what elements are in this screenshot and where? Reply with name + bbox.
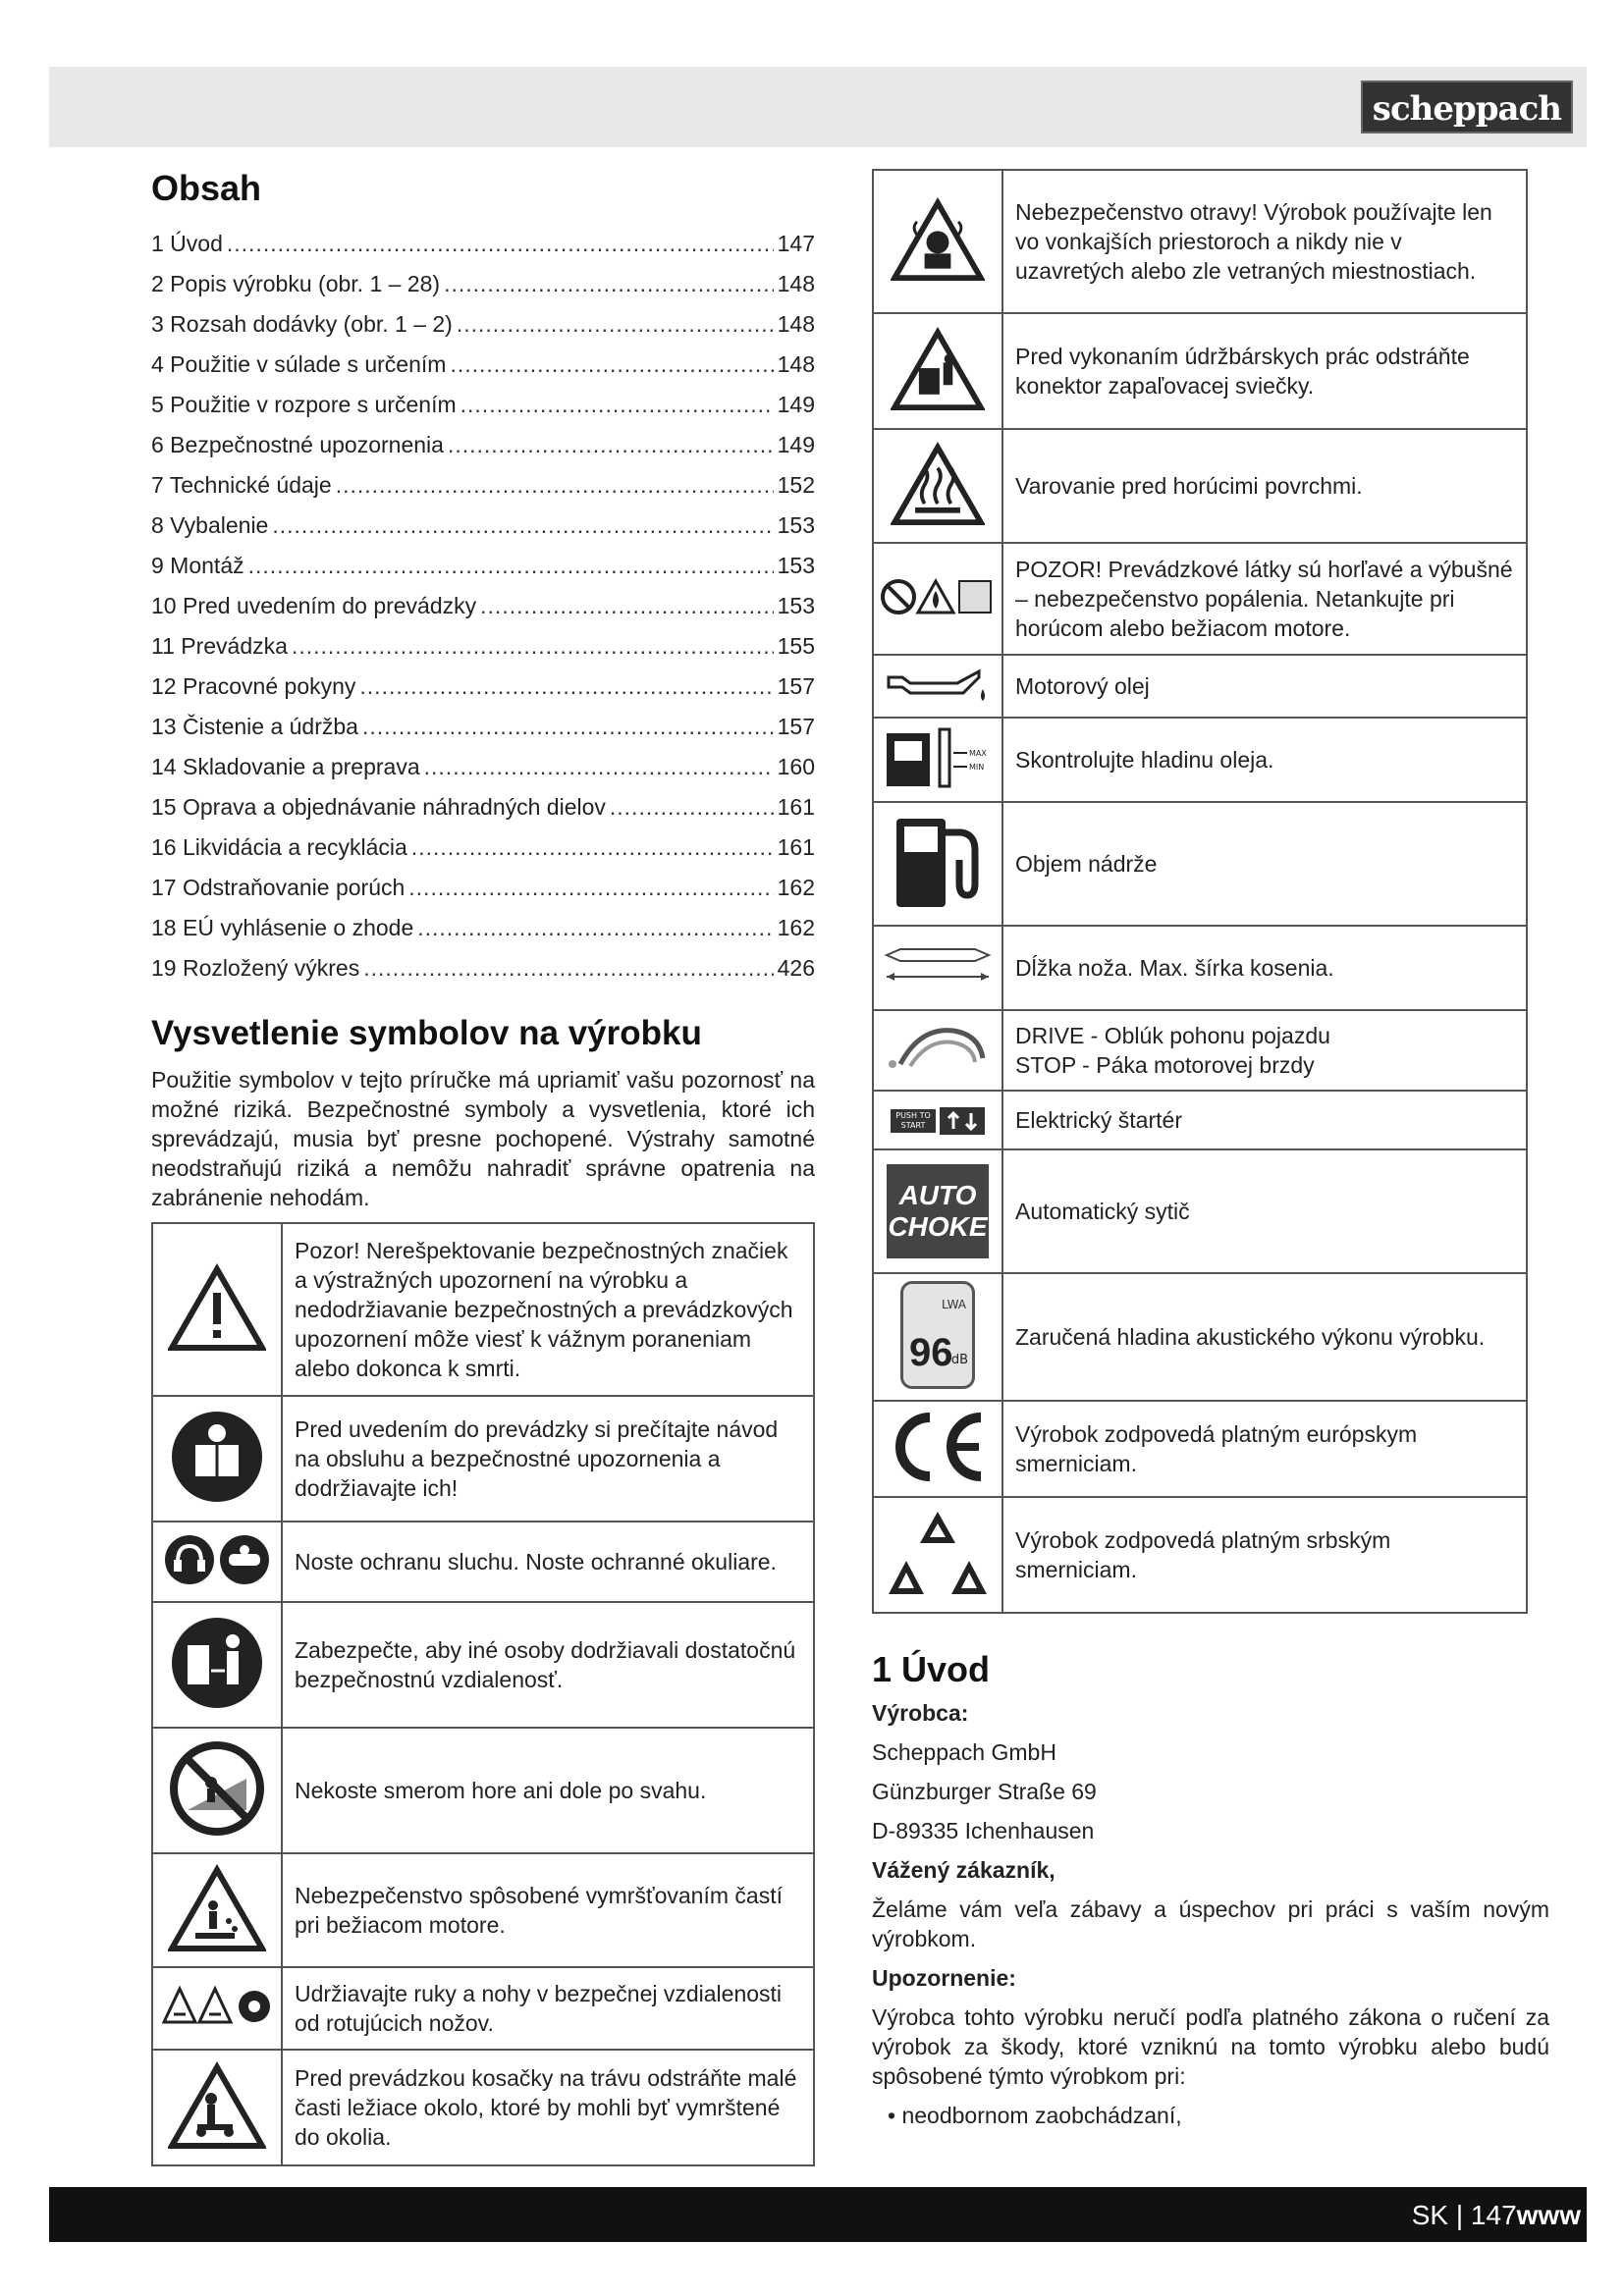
blade-length-icon: [881, 939, 995, 992]
symbol-row: PUSH TO START Elektrický štartér: [873, 1091, 1527, 1149]
symbol-row: Výrobok zodpovedá platným srbským smerniciam.: [873, 1497, 1527, 1613]
symbol-row: Noste ochranu sluchu. Noste ochranné okuliare.: [152, 1522, 814, 1602]
oil-level-icon: [881, 723, 995, 792]
footer-page-number: SK | 147www: [1411, 2200, 1581, 2230]
left-column: [151, 167, 815, 2166]
spark-plug-icon: [891, 327, 985, 411]
symbol-row: Nebezpečenstvo spôsobené vymršťovaním častí pri bežiacom motore.: [152, 1853, 814, 1967]
drive-stop-lever-icon: [881, 1021, 995, 1076]
symbols-title: Vysvetlenie symbolov na výrobku: [151, 1014, 702, 1052]
dear-customer-text: Želáme vám veľa zábavy a úspechov pri práci s vaším novým výrobkom.: [872, 1896, 1549, 1951]
toc-item[interactable]: 5 Použitie v rozpore s určením ..... 149: [151, 385, 815, 425]
toc-item[interactable]: 4 Použitie v súlade s určením ..... 148: [151, 345, 815, 385]
remove-objects-icon: [168, 2061, 266, 2150]
ce-mark-icon: [883, 1408, 993, 1486]
no-slope-mowing-icon: [168, 1739, 266, 1838]
rotating-blades-icon: [162, 1985, 272, 2028]
symbol-row: Pozor! Nerešpektovanie bezpečnostných značiek a výstražných upozornení na výrobku a nedodržiavanie bezpečnostných a prevádzkových upozornení môže viesť k vážnym poraneniam alebo dokonca k smrti.: [152, 1223, 814, 1396]
symbol-row: Zabezpečte, aby iné osoby dodržiavali dostatočnú bezpečnostnú vzdialenosť.: [152, 1602, 814, 1728]
flammable-fuel-icon: [881, 577, 995, 616]
fuel-tank-icon: [889, 811, 987, 913]
symbol-row: Udržiavajte ruky a nohy v bezpečnej vzdialenosti od rotujúcich nožov.: [152, 1967, 814, 2050]
dear-customer-label: Vážený zákazník,: [872, 1857, 1056, 1883]
toc-item[interactable]: 13 Čistenie a údržba ..... 157: [151, 707, 815, 747]
toc-item[interactable]: 10 Pred uvedením do prevádzky ..... 153: [151, 586, 815, 626]
right-column: [872, 169, 1549, 2130]
symbols-table-right: [872, 169, 1528, 1614]
symbol-row: Pred uvedením do prevádzky si prečítajte návod na obsluhu a bezpečnostné upozornenia a dodržiavajte ich!: [152, 1396, 814, 1522]
safety-distance-icon: [168, 1614, 266, 1712]
toc-item[interactable]: 1 Úvod ..... 147: [151, 224, 815, 264]
symbol-row: MAX MIN Skontrolujte hladinu oleja.: [873, 718, 1527, 802]
warning-exclamation-icon: [168, 1263, 266, 1352]
symbol-row: Pred vykonaním údržbárskych prác odstráňte konektor zapaľovacej sviečky.: [873, 313, 1527, 429]
svg-text:MIN: MIN: [969, 762, 985, 772]
symbol-row: DRIVE - Oblúk pohonu pojazdu STOP - Páka motorovej brzdy: [873, 1010, 1527, 1091]
toc-item[interactable]: 11 Prevádzka ..... 155: [151, 626, 815, 667]
toc-item[interactable]: 6 Bezpečnostné upozornenia ..... 149: [151, 425, 815, 465]
poison-fumes-icon: [891, 197, 985, 282]
thrown-objects-icon: [168, 1864, 266, 1952]
symbol-row: AUTO CHOKE Automatický sytič: [873, 1149, 1527, 1273]
toc-item[interactable]: 7 Technické údaje ..... 152: [151, 465, 815, 506]
manufacturer-line: Scheppach GmbH: [872, 1739, 1056, 1765]
symbol-row: Nebezpečenstvo otravy! Výrobok používajte len vo vonkajších priestoroch a nikdy nie v uzavretých alebo zle vetraných miestnostiach.: [873, 170, 1527, 313]
toc-item[interactable]: 14 Skladovanie a preprava ..... 160: [151, 747, 815, 787]
toc-item[interactable]: 16 Likvidácia a recyklácia ..... 161: [151, 828, 815, 868]
manufacturer-line: Günzburger Straße 69: [872, 1779, 1097, 1804]
symbol-row: POZOR! Prevádzkové látky sú horľavé a výbušné – nebezpečenstvo popálenia. Netankujte pri horúcom alebo bežiacom motore.: [873, 543, 1527, 655]
notice-text: Výrobca tohto výrobku neručí podľa platného zákona o ručení za výrobok za škody, ktoré vzniknú na tomto výrobku alebo budú spôsobené týmto výrobkom pri:: [872, 2004, 1549, 2089]
symbols-intro: Použitie symbolov v tejto príručke má upriamiť vašu pozornosť na možné riziká. Bezpečnostné symboly a vysvetlenia, ktoré ich sprevádzajú, musia byť presne pochopené. Výstrahy samotné neodstraňujú riziká a nemôžu nahradiť správne opatrenia na zabránenie nehodám.: [151, 1067, 815, 1210]
toc-list: [151, 224, 815, 988]
hot-surface-icon: [891, 442, 985, 526]
symbol-row: LWA 96 dB Zaručená hladina akustického výkonu výrobku.: [873, 1273, 1527, 1401]
toc-item[interactable]: 3 Rozsah dodávky (obr. 1 – 2) ..... 148: [151, 304, 815, 345]
toc-item[interactable]: 9 Montáž ..... 153: [151, 546, 815, 586]
symbol-row: Výrobok zodpovedá platným európskym smerniciam.: [873, 1401, 1527, 1497]
symbols-table-left: [151, 1222, 815, 2166]
toc-item[interactable]: 19 Rozložený výkres ..... 426: [151, 948, 815, 988]
symbol-row: Motorový olej: [873, 655, 1527, 718]
sound-power-icon: LWA 96 dB: [900, 1281, 975, 1389]
motor-oil-icon: [881, 664, 995, 705]
svg-text:MAX: MAX: [969, 748, 987, 758]
header-band: [49, 67, 1587, 147]
intro-title: 1 Úvod: [872, 1649, 991, 1689]
toc-item[interactable]: 12 Pracovné pokyny ..... 157: [151, 667, 815, 707]
footer-band: [49, 2187, 1587, 2242]
manufacturer-label: Výrobca:: [872, 1700, 969, 1726]
toc-item[interactable]: 2 Popis výrobku (obr. 1 – 28) ..... 148: [151, 264, 815, 304]
toc-title: Obsah: [151, 168, 262, 208]
ear-and-eye-protection-icon: [162, 1532, 272, 1587]
serbian-conformity-icon: [887, 1504, 989, 1602]
bullet-item: • neodbornom zaobchádzaní,: [888, 2103, 1182, 2128]
brand-logo: scheppach: [1361, 80, 1573, 133]
symbol-row: Objem nádrže: [873, 802, 1527, 926]
toc-item[interactable]: 17 Odstraňovanie porúch ..... 162: [151, 868, 815, 908]
manufacturer-line: D-89335 Ichenhausen: [872, 1818, 1095, 1843]
symbol-row: Pred prevádzkou kosačky na trávu odstráňte malé časti ležiace okolo, ktoré by mohli byť vymrštené do okolia.: [152, 2050, 814, 2165]
read-manual-icon: [168, 1408, 266, 1506]
symbol-row: Nekoste smerom hore ani dole po svahu.: [152, 1728, 814, 1853]
toc-item[interactable]: 8 Vybalenie ..... 153: [151, 506, 815, 546]
symbol-row: Varovanie pred horúcimi povrchmi.: [873, 429, 1527, 543]
notice-label: Upozornenie:: [872, 1965, 1016, 1991]
electric-starter-icon: PUSH TO START: [891, 1107, 985, 1135]
toc-item[interactable]: 18 EÚ vyhlásenie o zhode ..... 162: [151, 908, 815, 948]
auto-choke-icon: AUTO CHOKE: [887, 1164, 989, 1258]
symbol-row: Dĺžka noža. Max. šírka kosenia.: [873, 926, 1527, 1010]
intro-section: [872, 1649, 1549, 2130]
toc-item[interactable]: 15 Oprava a objednávanie náhradných dielov ..... 161: [151, 787, 815, 828]
